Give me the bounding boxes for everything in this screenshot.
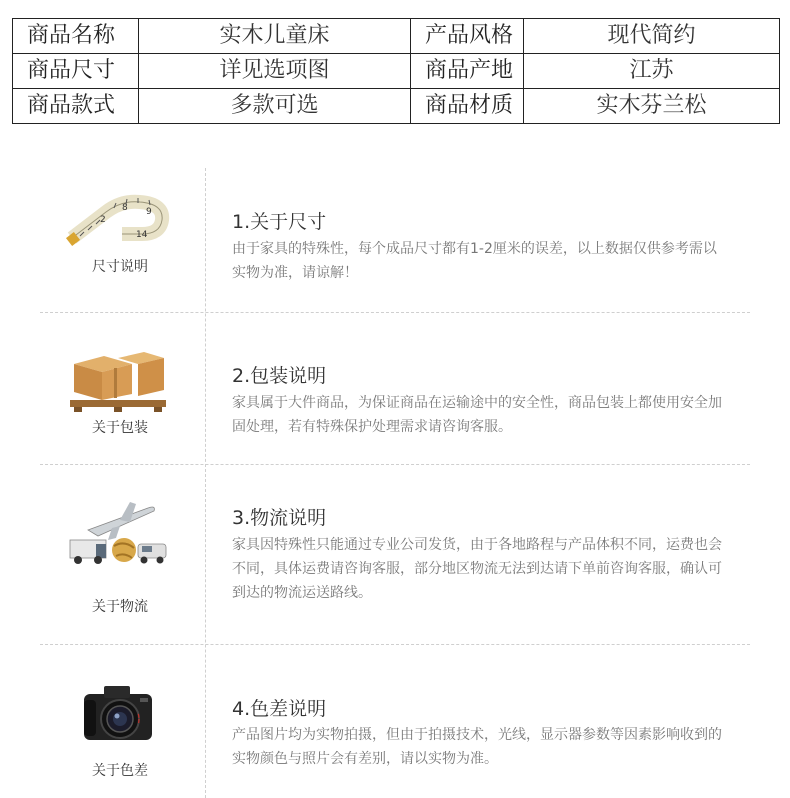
horizontal-divider (40, 464, 750, 465)
horizontal-divider (40, 312, 750, 313)
spec-row (13, 54, 780, 89)
note-title: 3.物流说明 (232, 507, 327, 529)
logistics-icon (68, 500, 172, 574)
note-caption: 关于包装 (92, 420, 148, 436)
note-caption: 关于物流 (92, 599, 148, 615)
spec-label: 商品名称 (13, 19, 139, 54)
note-body: 产品图片均为实物拍摄，但由于拍摄技术，光线，显示器参数等因素影响收到的实物颜色与照片会有差别，请以实物为准。 (232, 727, 722, 767)
spec-row (13, 19, 780, 54)
spec-label: 产品风格 (411, 19, 524, 54)
spec-label: 商品尺寸 (13, 54, 139, 89)
note-body: 家具因特殊性只能通过专业公司发货，由于各地路程与产品体积不同，运费也会不同，具体运费请咨询客服，部分地区物流无法到达请下单前咨询客服，确认可到达的物流运送路线。 (232, 537, 722, 601)
horizontal-divider (40, 644, 750, 645)
tape-measure-icon (66, 190, 170, 252)
svg-text:2: 2 (100, 215, 106, 225)
spec-value: 实木芬兰松 (524, 89, 780, 124)
camera-icon (82, 682, 156, 748)
note-body: 家具属于大件商品，为保证商品在运输途中的安全性，商品包装上都使用安全加固处理，若有特殊保护处理需求请咨询客服。 (232, 395, 722, 435)
spec-row (13, 89, 780, 124)
svg-text:8: 8 (122, 203, 128, 213)
svg-text:14: 14 (136, 230, 148, 240)
spec-value: 实木儿童床 (139, 19, 411, 54)
spec-value: 多款可选 (139, 89, 411, 124)
note-title: 4.色差说明 (232, 698, 327, 720)
spec-label: 商品材质 (411, 89, 524, 124)
svg-text:9: 9 (146, 207, 152, 217)
package-boxes-icon (66, 350, 170, 418)
spec-value: 详见选项图 (139, 54, 411, 89)
note-caption: 关于色差 (92, 763, 148, 779)
spec-label: 商品款式 (13, 89, 139, 124)
note-title: 1.关于尺寸 (232, 211, 327, 233)
spec-value: 江苏 (524, 54, 780, 89)
spec-label: 商品产地 (411, 54, 524, 89)
note-caption: 尺寸说明 (92, 259, 148, 275)
note-body: 由于家具的特殊性，每个成品尺寸都有1-2厘米的误差，以上数据仅供参考需以实物为准，请谅解！ (232, 241, 717, 281)
spec-value: 现代简约 (524, 19, 780, 54)
note-title: 2.包装说明 (232, 365, 327, 387)
vertical-divider (205, 168, 206, 798)
spec-table (12, 18, 780, 124)
